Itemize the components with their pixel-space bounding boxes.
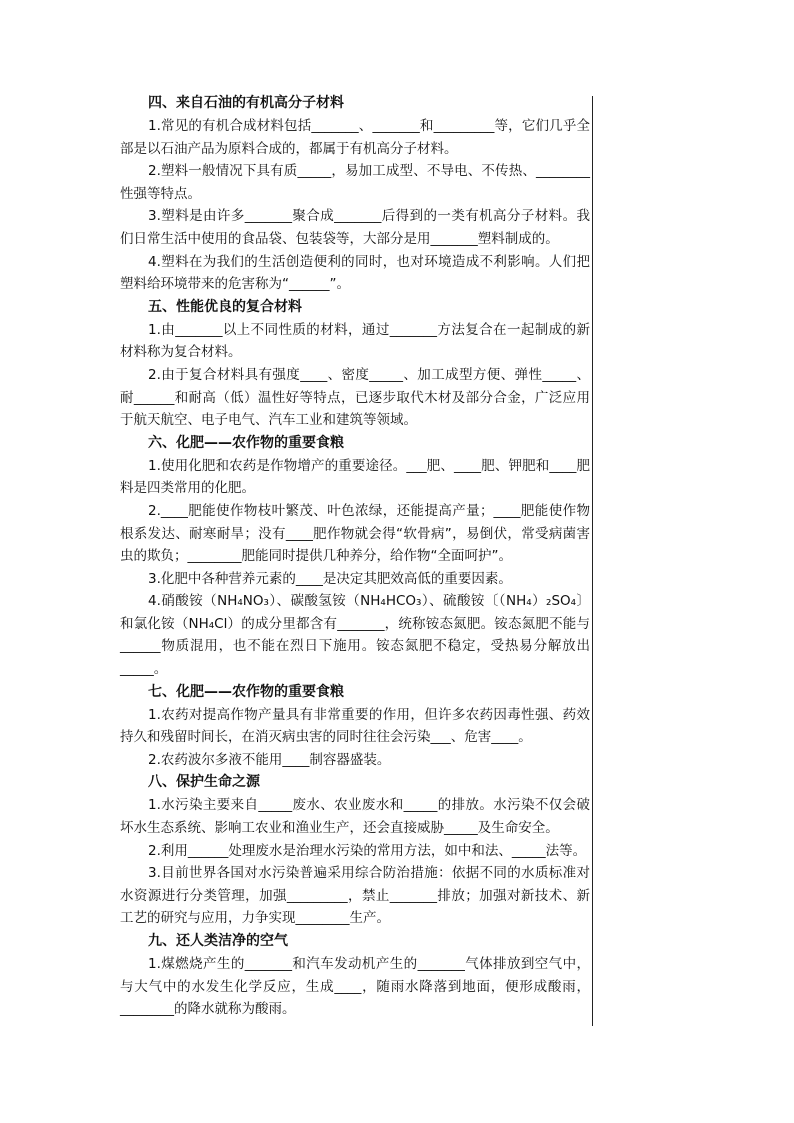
- question-paragraph: 2.由于复合材料具有强度____、密度_____、加工成型方便、弹性_____、耐______和耐高（低）温性好等特点，已逐步取代木材及部分合金，广泛应用于航天航空、电子电气、汽车工业和建筑等领域。: [120, 366, 590, 429]
- question-paragraph: 2.农药波尔多液不能用____制容器盛装。: [148, 751, 391, 768]
- right-border-line: [592, 96, 593, 1026]
- question-paragraph: 2.塑料一般情况下具有质_____，易加工成型、不导电、不传热、________性强等特点。: [120, 163, 590, 202]
- question-paragraph: 3.塑料是由许多_______聚合成_______后得到的一类有机高分子材料。我们日常生活中使用的食品袋、包装袋等，大部分是用_______塑料制成的。: [120, 208, 590, 247]
- section-5: [120, 296, 590, 432]
- question-paragraph: 1.使用化肥和农药是作物增产的重要途径。___肥、____肥、钾肥和____肥料是四类常用的化肥。: [120, 457, 590, 497]
- section-7: [120, 681, 590, 772]
- question-paragraph: 3.化肥中各种营养元素的____是决定其肥效高低的重要因素。: [148, 570, 512, 587]
- section-6: [120, 432, 590, 681]
- question-paragraph: 1.农药对提高作物产量具有非常重要的作用，但许多农药因毒性强、药效持久和残留时间长，在消灭病虫害的同时往往会污染___、危害____。: [120, 706, 590, 746]
- question-paragraph: 1.常见的有机合成材料包括_______、_______和_________等，它们几乎全部是以石油产品为原料合成的，都属于有机高分子材料。: [120, 118, 590, 157]
- question-paragraph: 1.煤燃烧产生的_______和汽车发动机产生的_______气体排放到空气中，与大气中的水发生化学反应，生成____，随雨水降落到地面，便形成酸雨，________的降水就称为酸雨。: [120, 956, 590, 1018]
- section-4: [120, 92, 590, 296]
- question-paragraph: 2.利用______处理废水是治理水污染的常用方法，如中和法、_____法等。: [148, 842, 587, 859]
- question-paragraph: 3.目前世界各国对水污染普遍采用综合防治措施：依据不同的水质标准对水资源进行分类管理，加强_________，禁止_______排放；加强对新技术、新工艺的研究与应用，力争实现________生产。: [120, 865, 590, 927]
- section-heading: 八、保护生命之源: [148, 774, 260, 791]
- question-paragraph: 1.由_______以上不同性质的材料，通过_______方法复合在一起制成的新材料称为复合材料。: [120, 321, 590, 361]
- section-8: [120, 771, 590, 930]
- section-heading: 六、化肥——农作物的重要食粮: [148, 434, 344, 451]
- section-heading: 七、化肥——农作物的重要食粮: [148, 683, 344, 700]
- section-heading: 五、性能优良的复合材料: [148, 298, 302, 315]
- question-paragraph: 4.塑料在为我们的生活创造便利的同时，也对环境造成不利影响。人们把塑料给环境带来的危害称为“______”。: [120, 253, 590, 293]
- question-paragraph: 1.水污染主要来自_____废水、农业废水和_____的排放。水污染不仅会破坏水生态系统、影响工农业和渔业生产，还会直接威胁_____及生命安全。: [120, 797, 590, 837]
- section-9: [120, 930, 590, 1021]
- worksheet: [120, 92, 590, 1021]
- question-paragraph: 4.硝酸铵（NH₄NO₃）、碳酸氢铵（NH₄HCO₃）、硫酸铵〔（NH₄）₂SO₄〕和氯化铵（NH₄Cl）的成分里都含有_______，统称铵态氮肥。铵态氮肥不能与______物质混用，也不能在烈日下施用。铵态氮肥不稳定，受热易分解放出_____。: [120, 593, 590, 678]
- section-heading: 九、还人类洁净的空气: [148, 933, 288, 949]
- question-paragraph: 2.____肥能使作物枝叶繁茂、叶色浓绿，还能提高产量；____肥能使作物根系发达、耐寒耐旱；没有____肥作物就会得“软骨病”，易倒伏，常受病菌害虫的欺负；________肥能同时提供几种养分，给作物“全面呵护”。: [120, 502, 590, 565]
- section-heading: 四、来自石油的有机高分子材料: [148, 95, 344, 111]
